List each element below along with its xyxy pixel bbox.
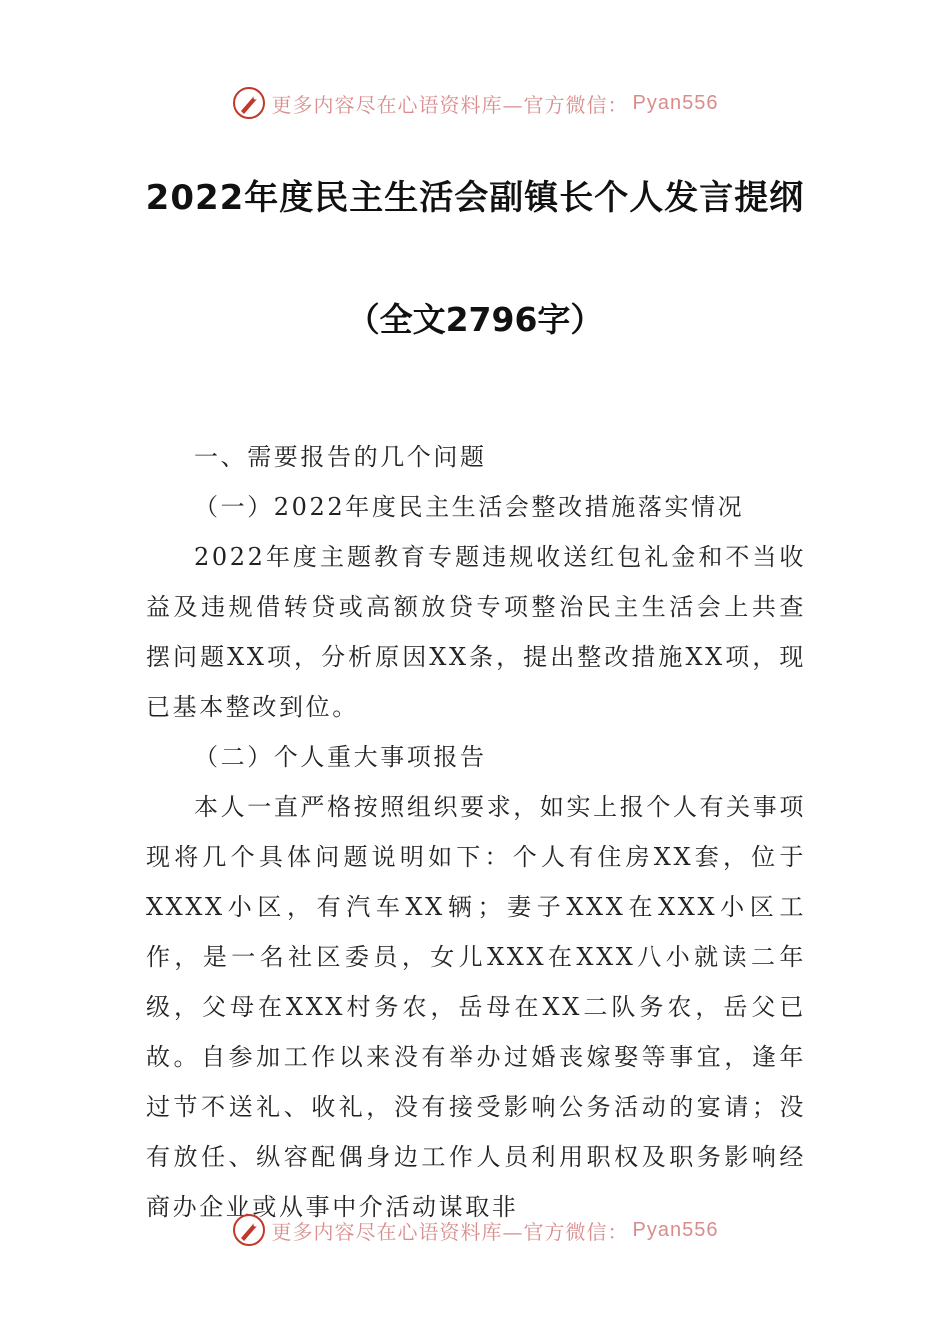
body-paragraph: 本人一直严格按照组织要求，如实上报个人有关事项现将几个具体问题说明如下：个人有住房XX套，位于XXXX小区，有汽车XX辆；妻子XXX在XXX小区工作，是一名社区委员，女儿XXX在XXX八小就读二年级，父母在XXX村务农，岳母在XX二队务农，岳父已故。自参加工作以来没有举办过婚丧嫁娶等事宜，逢年过节不送礼、收礼，没有接受影响公务活动的宴请；没有放任、纵容配偶身边工作人员利用职权及职务影响经商办企业或从事中介活动谋取非 [146, 793, 806, 1221]
section-heading: 一、需要报告的几个问题 [194, 443, 487, 471]
document-subtitle: （全文2796字） [346, 300, 604, 339]
subsection-heading: （一）2022年度民主生活会整改措施落实情况 [194, 493, 745, 521]
document-body [146, 432, 806, 1232]
body-paragraph: 2022年度主题教育专题违规收送红包礼金和不当收益及违规借转贷或高额放贷专项整治民主生活会上共查摆问题XX项，分析原因XX条，提出整改措施XX项，现已基本整改到位。 [146, 543, 806, 721]
watermark-id: Pyan556 [632, 91, 719, 114]
pen-nib-icon [232, 1213, 266, 1247]
pen-nib-icon [232, 86, 266, 120]
document-title: 2022年度民主生活会副镇长个人发言提纲 [145, 178, 805, 218]
watermark-header [0, 83, 950, 123]
watermark-footer [0, 1210, 950, 1250]
watermark-id: Pyan556 [632, 1218, 719, 1241]
watermark-text: 更多内容尽在心语资料库—官方微信： [271, 92, 629, 117]
watermark-text: 更多内容尽在心语资料库—官方微信： [271, 1219, 629, 1244]
subsection-heading: （二）个人重大事项报告 [194, 743, 487, 771]
